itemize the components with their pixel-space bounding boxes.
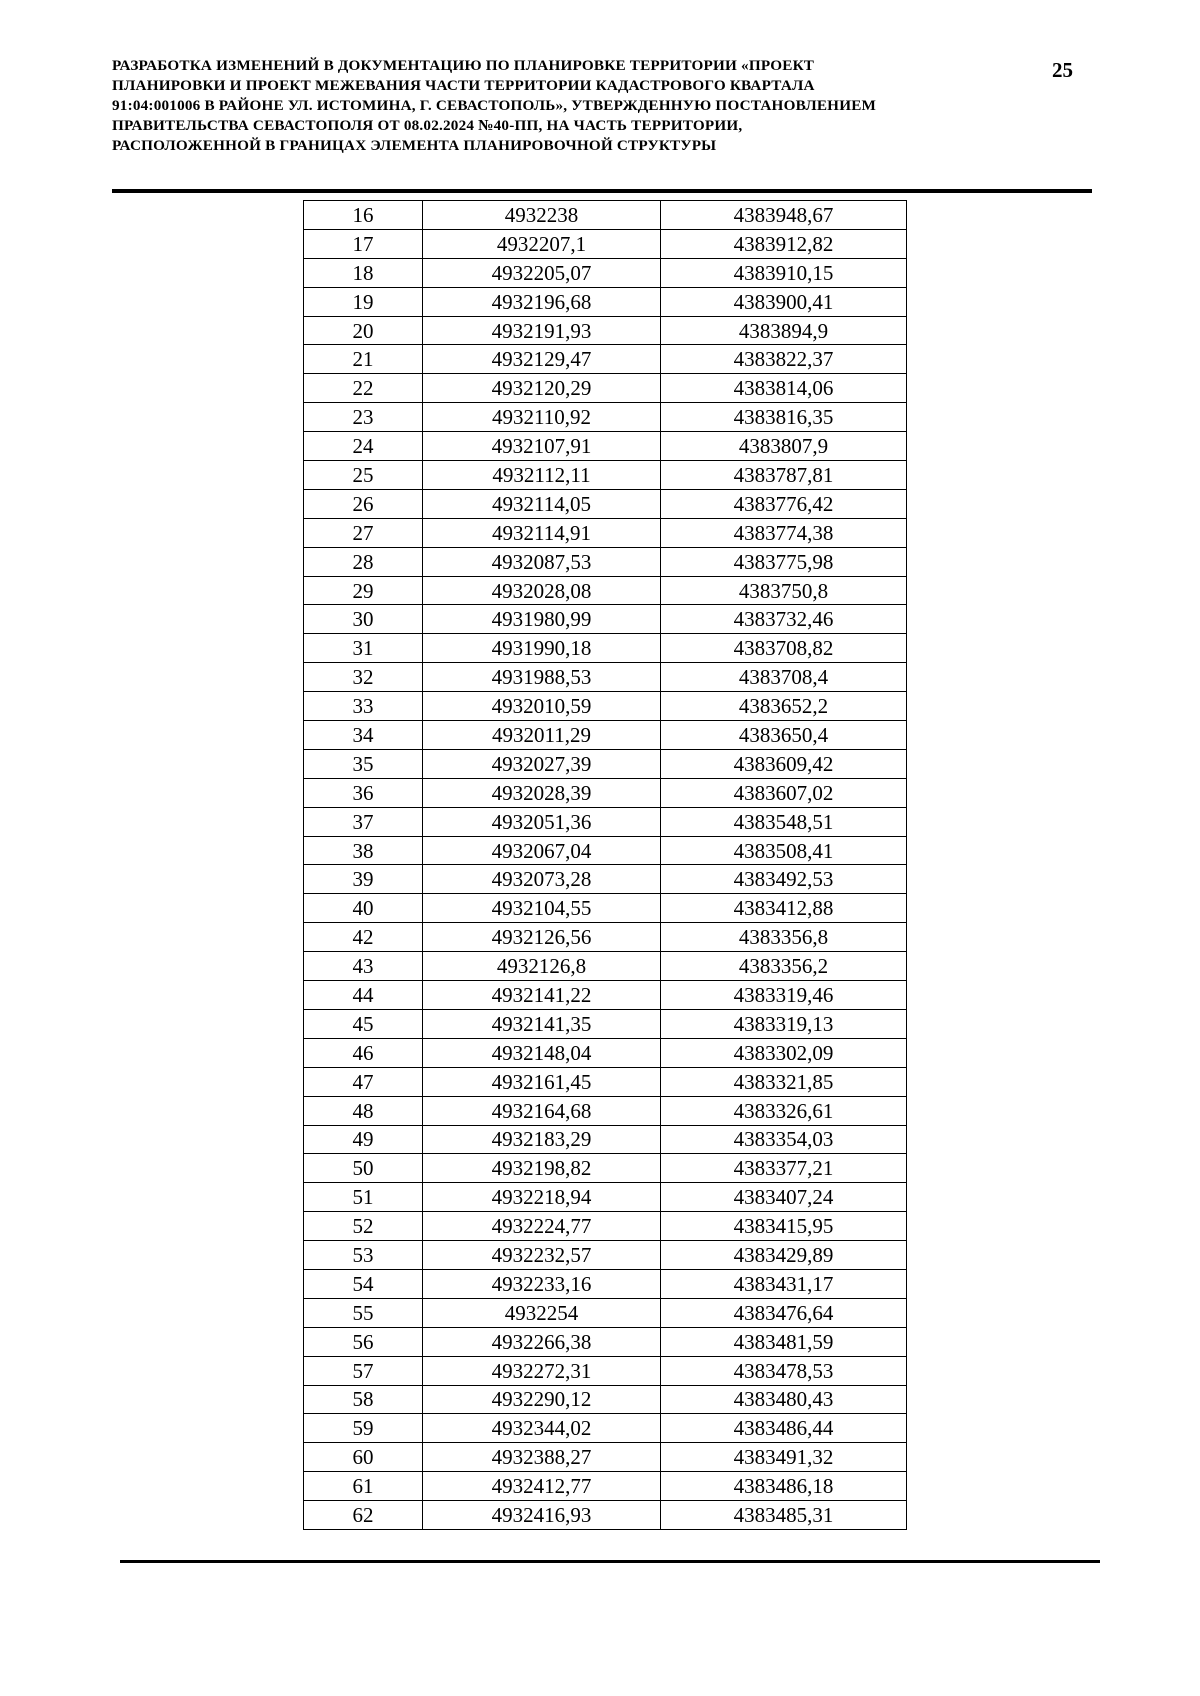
x-coordinate-cell: 4932233,16 bbox=[423, 1269, 661, 1298]
point-number-cell: 18 bbox=[304, 258, 423, 287]
y-coordinate-cell: 4383429,89 bbox=[661, 1241, 907, 1270]
table-row bbox=[304, 692, 907, 721]
table-row bbox=[304, 952, 907, 981]
x-coordinate-cell: 4932126,8 bbox=[423, 952, 661, 981]
point-number-cell: 54 bbox=[304, 1269, 423, 1298]
point-number-cell: 59 bbox=[304, 1414, 423, 1443]
x-coordinate-cell: 4932344,02 bbox=[423, 1414, 661, 1443]
y-coordinate-cell: 4383708,4 bbox=[661, 663, 907, 692]
point-number-cell: 33 bbox=[304, 692, 423, 721]
table-row bbox=[304, 518, 907, 547]
x-coordinate-cell: 4932110,92 bbox=[423, 403, 661, 432]
point-number-cell: 55 bbox=[304, 1298, 423, 1327]
y-coordinate-cell: 4383652,2 bbox=[661, 692, 907, 721]
x-coordinate-cell: 4932290,12 bbox=[423, 1385, 661, 1414]
x-coordinate-cell: 4932028,08 bbox=[423, 576, 661, 605]
table-row bbox=[304, 374, 907, 403]
y-coordinate-cell: 4383319,13 bbox=[661, 1009, 907, 1038]
table-row bbox=[304, 749, 907, 778]
x-coordinate-cell: 4932114,91 bbox=[423, 518, 661, 547]
table-row bbox=[304, 1385, 907, 1414]
x-coordinate-cell: 4932120,29 bbox=[423, 374, 661, 403]
point-number-cell: 37 bbox=[304, 807, 423, 836]
y-coordinate-cell: 4383708,82 bbox=[661, 634, 907, 663]
table-row bbox=[304, 663, 907, 692]
x-coordinate-cell: 4932104,55 bbox=[423, 894, 661, 923]
table-row bbox=[304, 1009, 907, 1038]
point-number-cell: 58 bbox=[304, 1385, 423, 1414]
point-number-cell: 27 bbox=[304, 518, 423, 547]
table-row bbox=[304, 1154, 907, 1183]
y-coordinate-cell: 4383548,51 bbox=[661, 807, 907, 836]
point-number-cell: 30 bbox=[304, 605, 423, 634]
x-coordinate-cell: 4932028,39 bbox=[423, 778, 661, 807]
point-number-cell: 40 bbox=[304, 894, 423, 923]
x-coordinate-cell: 4932011,29 bbox=[423, 721, 661, 750]
table-row bbox=[304, 576, 907, 605]
y-coordinate-cell: 4383732,46 bbox=[661, 605, 907, 634]
header-line: 91:04:001006 В РАЙОНЕ УЛ. ИСТОМИНА, Г. СЕВАСТОПОЛЬ», УТВЕРЖДЕННУЮ ПОСТАНОВЛЕНИЕМ bbox=[112, 97, 877, 114]
point-number-cell: 21 bbox=[304, 345, 423, 374]
table-row bbox=[304, 1327, 907, 1356]
point-number-cell: 47 bbox=[304, 1067, 423, 1096]
x-coordinate-cell: 4932112,11 bbox=[423, 461, 661, 490]
point-number-cell: 45 bbox=[304, 1009, 423, 1038]
point-number-cell: 61 bbox=[304, 1472, 423, 1501]
x-coordinate-cell: 4932224,77 bbox=[423, 1212, 661, 1241]
y-coordinate-cell: 4383900,41 bbox=[661, 287, 907, 316]
header-line: ПЛАНИРОВКИ И ПРОЕКТ МЕЖЕВАНИЯ ЧАСТИ ТЕРРИТОРИИ КАДАСТРОВОГО КВАРТАЛА bbox=[112, 77, 815, 94]
table-row bbox=[304, 807, 907, 836]
y-coordinate-cell: 4383822,37 bbox=[661, 345, 907, 374]
point-number-cell: 24 bbox=[304, 432, 423, 461]
table-row bbox=[304, 981, 907, 1010]
x-coordinate-cell: 4932051,36 bbox=[423, 807, 661, 836]
y-coordinate-cell: 4383476,64 bbox=[661, 1298, 907, 1327]
y-coordinate-cell: 4383356,2 bbox=[661, 952, 907, 981]
point-number-cell: 52 bbox=[304, 1212, 423, 1241]
table-row bbox=[304, 432, 907, 461]
point-number-cell: 38 bbox=[304, 836, 423, 865]
header-divider bbox=[112, 189, 1092, 193]
point-number-cell: 46 bbox=[304, 1038, 423, 1067]
x-coordinate-cell: 4932196,68 bbox=[423, 287, 661, 316]
x-coordinate-cell: 4932254 bbox=[423, 1298, 661, 1327]
x-coordinate-cell: 4932198,82 bbox=[423, 1154, 661, 1183]
y-coordinate-cell: 4383321,85 bbox=[661, 1067, 907, 1096]
y-coordinate-cell: 4383326,61 bbox=[661, 1096, 907, 1125]
x-coordinate-cell: 4932207,1 bbox=[423, 229, 661, 258]
y-coordinate-cell: 4383912,82 bbox=[661, 229, 907, 258]
x-coordinate-cell: 4932205,07 bbox=[423, 258, 661, 287]
y-coordinate-cell: 4383910,15 bbox=[661, 258, 907, 287]
y-coordinate-cell: 4383948,67 bbox=[661, 201, 907, 230]
header-line: ПРАВИТЕЛЬСТВА СЕВАСТОПОЛЯ ОТ 08.02.2024 №40-ПП, НА ЧАСТЬ ТЕРРИТОРИИ, bbox=[112, 117, 743, 134]
table-row bbox=[304, 489, 907, 518]
x-coordinate-cell: 4932161,45 bbox=[423, 1067, 661, 1096]
point-number-cell: 50 bbox=[304, 1154, 423, 1183]
x-coordinate-cell: 4932010,59 bbox=[423, 692, 661, 721]
y-coordinate-cell: 4383480,43 bbox=[661, 1385, 907, 1414]
x-coordinate-cell: 4932416,93 bbox=[423, 1501, 661, 1530]
x-coordinate-cell: 4932107,91 bbox=[423, 432, 661, 461]
table-row bbox=[304, 1269, 907, 1298]
x-coordinate-cell: 4932191,93 bbox=[423, 316, 661, 345]
y-coordinate-cell: 4383607,02 bbox=[661, 778, 907, 807]
y-coordinate-cell: 4383787,81 bbox=[661, 461, 907, 490]
x-coordinate-cell: 4932129,47 bbox=[423, 345, 661, 374]
point-number-cell: 26 bbox=[304, 489, 423, 518]
point-number-cell: 60 bbox=[304, 1443, 423, 1472]
point-number-cell: 35 bbox=[304, 749, 423, 778]
table-row bbox=[304, 1356, 907, 1385]
x-coordinate-cell: 4931988,53 bbox=[423, 663, 661, 692]
table-row bbox=[304, 287, 907, 316]
point-number-cell: 22 bbox=[304, 374, 423, 403]
point-number-cell: 43 bbox=[304, 952, 423, 981]
y-coordinate-cell: 4383775,98 bbox=[661, 547, 907, 576]
y-coordinate-cell: 4383807,9 bbox=[661, 432, 907, 461]
document-header bbox=[112, 56, 1012, 156]
table-row bbox=[304, 1183, 907, 1212]
table-row bbox=[304, 547, 907, 576]
y-coordinate-cell: 4383377,21 bbox=[661, 1154, 907, 1183]
y-coordinate-cell: 4383356,8 bbox=[661, 923, 907, 952]
y-coordinate-cell: 4383485,31 bbox=[661, 1501, 907, 1530]
x-coordinate-cell: 4932114,05 bbox=[423, 489, 661, 518]
table-row bbox=[304, 923, 907, 952]
table-row bbox=[304, 403, 907, 432]
y-coordinate-cell: 4383415,95 bbox=[661, 1212, 907, 1241]
y-coordinate-cell: 4383650,4 bbox=[661, 721, 907, 750]
x-coordinate-cell: 4932067,04 bbox=[423, 836, 661, 865]
table-row bbox=[304, 1501, 907, 1530]
x-coordinate-cell: 4932238 bbox=[423, 201, 661, 230]
table-row bbox=[304, 1241, 907, 1270]
x-coordinate-cell: 4932141,35 bbox=[423, 1009, 661, 1038]
y-coordinate-cell: 4383486,44 bbox=[661, 1414, 907, 1443]
x-coordinate-cell: 4932218,94 bbox=[423, 1183, 661, 1212]
point-number-cell: 42 bbox=[304, 923, 423, 952]
y-coordinate-cell: 4383750,8 bbox=[661, 576, 907, 605]
table-row bbox=[304, 894, 907, 923]
point-number-cell: 23 bbox=[304, 403, 423, 432]
table-row bbox=[304, 1298, 907, 1327]
table-row bbox=[304, 461, 907, 490]
x-coordinate-cell: 4932183,29 bbox=[423, 1125, 661, 1154]
point-number-cell: 36 bbox=[304, 778, 423, 807]
y-coordinate-cell: 4383319,46 bbox=[661, 981, 907, 1010]
table-row bbox=[304, 836, 907, 865]
point-number-cell: 56 bbox=[304, 1327, 423, 1356]
point-number-cell: 49 bbox=[304, 1125, 423, 1154]
y-coordinate-cell: 4383774,38 bbox=[661, 518, 907, 547]
y-coordinate-cell: 4383814,06 bbox=[661, 374, 907, 403]
x-coordinate-cell: 4931980,99 bbox=[423, 605, 661, 634]
y-coordinate-cell: 4383508,41 bbox=[661, 836, 907, 865]
header-line: РАСПОЛОЖЕННОЙ В ГРАНИЦАХ ЭЛЕМЕНТА ПЛАНИРОВОЧНОЙ СТРУКТУРЫ bbox=[112, 137, 717, 154]
point-number-cell: 51 bbox=[304, 1183, 423, 1212]
table-row bbox=[304, 1125, 907, 1154]
y-coordinate-cell: 4383492,53 bbox=[661, 865, 907, 894]
point-number-cell: 19 bbox=[304, 287, 423, 316]
table-row bbox=[304, 1067, 907, 1096]
table-row bbox=[304, 1096, 907, 1125]
x-coordinate-cell: 4932148,04 bbox=[423, 1038, 661, 1067]
point-number-cell: 16 bbox=[304, 201, 423, 230]
point-number-cell: 25 bbox=[304, 461, 423, 490]
table-row bbox=[304, 316, 907, 345]
coordinates-table bbox=[303, 200, 907, 1530]
x-coordinate-cell: 4932164,68 bbox=[423, 1096, 661, 1125]
y-coordinate-cell: 4383486,18 bbox=[661, 1472, 907, 1501]
footer-divider bbox=[120, 1560, 1100, 1563]
coordinates-table-body bbox=[304, 201, 907, 1530]
x-coordinate-cell: 4932232,57 bbox=[423, 1241, 661, 1270]
point-number-cell: 62 bbox=[304, 1501, 423, 1530]
x-coordinate-cell: 4932087,53 bbox=[423, 547, 661, 576]
point-number-cell: 17 bbox=[304, 229, 423, 258]
table-row bbox=[304, 345, 907, 374]
table-row bbox=[304, 229, 907, 258]
point-number-cell: 28 bbox=[304, 547, 423, 576]
table-row bbox=[304, 1414, 907, 1443]
table-row bbox=[304, 865, 907, 894]
point-number-cell: 32 bbox=[304, 663, 423, 692]
x-coordinate-cell: 4932388,27 bbox=[423, 1443, 661, 1472]
table-row bbox=[304, 1443, 907, 1472]
y-coordinate-cell: 4383481,59 bbox=[661, 1327, 907, 1356]
x-coordinate-cell: 4932272,31 bbox=[423, 1356, 661, 1385]
y-coordinate-cell: 4383407,24 bbox=[661, 1183, 907, 1212]
x-coordinate-cell: 4932412,77 bbox=[423, 1472, 661, 1501]
y-coordinate-cell: 4383491,32 bbox=[661, 1443, 907, 1472]
point-number-cell: 39 bbox=[304, 865, 423, 894]
point-number-cell: 34 bbox=[304, 721, 423, 750]
x-coordinate-cell: 4932141,22 bbox=[423, 981, 661, 1010]
point-number-cell: 53 bbox=[304, 1241, 423, 1270]
table-row bbox=[304, 605, 907, 634]
table-row bbox=[304, 634, 907, 663]
header-line: РАЗРАБОТКА ИЗМЕНЕНИЙ В ДОКУМЕНТАЦИЮ ПО ПЛАНИРОВКЕ ТЕРРИТОРИИ «ПРОЕКТ bbox=[112, 57, 815, 74]
y-coordinate-cell: 4383609,42 bbox=[661, 749, 907, 778]
y-coordinate-cell: 4383302,09 bbox=[661, 1038, 907, 1067]
y-coordinate-cell: 4383776,42 bbox=[661, 489, 907, 518]
x-coordinate-cell: 4931990,18 bbox=[423, 634, 661, 663]
point-number-cell: 48 bbox=[304, 1096, 423, 1125]
y-coordinate-cell: 4383431,17 bbox=[661, 1269, 907, 1298]
point-number-cell: 29 bbox=[304, 576, 423, 605]
point-number-cell: 57 bbox=[304, 1356, 423, 1385]
y-coordinate-cell: 4383816,35 bbox=[661, 403, 907, 432]
x-coordinate-cell: 4932027,39 bbox=[423, 749, 661, 778]
page-number: 25 bbox=[1052, 58, 1073, 82]
table-row bbox=[304, 721, 907, 750]
point-number-cell: 31 bbox=[304, 634, 423, 663]
y-coordinate-cell: 4383354,03 bbox=[661, 1125, 907, 1154]
y-coordinate-cell: 4383412,88 bbox=[661, 894, 907, 923]
y-coordinate-cell: 4383894,9 bbox=[661, 316, 907, 345]
table-row bbox=[304, 258, 907, 287]
table-row bbox=[304, 1038, 907, 1067]
table-row bbox=[304, 778, 907, 807]
y-coordinate-cell: 4383478,53 bbox=[661, 1356, 907, 1385]
x-coordinate-cell: 4932073,28 bbox=[423, 865, 661, 894]
point-number-cell: 44 bbox=[304, 981, 423, 1010]
x-coordinate-cell: 4932266,38 bbox=[423, 1327, 661, 1356]
point-number-cell: 20 bbox=[304, 316, 423, 345]
table-row bbox=[304, 1212, 907, 1241]
table-row bbox=[304, 1472, 907, 1501]
x-coordinate-cell: 4932126,56 bbox=[423, 923, 661, 952]
table-row bbox=[304, 201, 907, 230]
